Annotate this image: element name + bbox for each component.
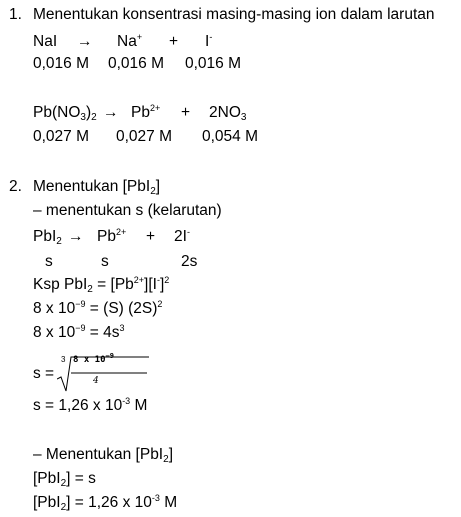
item-number-2: 2. bbox=[9, 178, 22, 195]
product-na: Na+ bbox=[117, 32, 143, 50]
product-pb: $Pb^{2+}$ bbox=[131, 103, 161, 121]
s-value: 2s bbox=[181, 253, 198, 270]
product-i: I- bbox=[205, 32, 213, 50]
arrow: → bbox=[77, 33, 93, 50]
equation-pbi2 bbox=[33, 228, 190, 246]
arrow: → bbox=[68, 228, 84, 245]
conc-value: 0,016 M bbox=[33, 55, 90, 72]
concentration-row-2 bbox=[33, 128, 258, 146]
ksp-line-1: 8 x $10^{-9} = (S)$ $(2S)^2$ bbox=[33, 299, 163, 317]
sub-heading-solubility: – menentukan s (kelarutan) bbox=[33, 202, 222, 219]
plus: + bbox=[146, 228, 156, 245]
sub-heading-concentration: – Menentukan [PbI$_2$] bbox=[33, 446, 173, 465]
plus: + bbox=[181, 104, 191, 121]
product-pb: $Pb^{2+}$ bbox=[97, 227, 127, 245]
cube-root-expression bbox=[33, 351, 133, 393]
plus: + bbox=[169, 33, 179, 50]
product-no3: $2NO_3$ bbox=[209, 104, 247, 123]
reactant: $Pb(NO_3)_2$ bbox=[33, 104, 97, 123]
product-i: 2I- bbox=[174, 227, 190, 245]
final-concentration: [PbI$_2$] = 1,26 x $10^{-3}$ M bbox=[33, 493, 178, 513]
solubility-result: s = 1,26 x $10^{-3}$ M bbox=[33, 396, 148, 414]
conc-value: 0,016 M bbox=[185, 55, 242, 72]
arrow: → bbox=[103, 104, 119, 121]
conc-value: 0,016 M bbox=[108, 55, 165, 72]
root-denominator: 4 bbox=[93, 376, 99, 386]
concentration-equals-s: [PbI$_2$] = s bbox=[33, 470, 96, 489]
root-index: 3 bbox=[61, 355, 66, 364]
ksp-expression: Ksp $PbI_2 = [Pb^{2+}][I^-]^2$ bbox=[33, 275, 170, 295]
conc-value: 0,027 M bbox=[116, 128, 173, 145]
heading-1: Menentukan konsentrasi masing-masing ion dalam larutan bbox=[33, 6, 435, 23]
s-value: s bbox=[101, 253, 109, 270]
s-row bbox=[45, 253, 197, 271]
heading-2: Menentukan [PbI$_2$] bbox=[33, 178, 161, 197]
reactant: NaI bbox=[33, 33, 58, 50]
root-numerator: 8 x $10^{-9}$ bbox=[73, 352, 114, 365]
item-number-1: 1. bbox=[9, 6, 22, 23]
root-lhs: s = bbox=[33, 365, 55, 382]
reactant: PbI$_2$ bbox=[33, 228, 62, 247]
s-value: s bbox=[45, 253, 53, 270]
ksp-line-2: 8 x $10^{-9} = 4s^3$ bbox=[33, 323, 125, 341]
conc-value: 0,054 M bbox=[202, 128, 259, 145]
equation-pbno3 bbox=[33, 104, 246, 122]
conc-value: 0,027 M bbox=[33, 128, 90, 145]
concentration-row-1 bbox=[33, 55, 241, 73]
equation-nai bbox=[33, 33, 212, 51]
